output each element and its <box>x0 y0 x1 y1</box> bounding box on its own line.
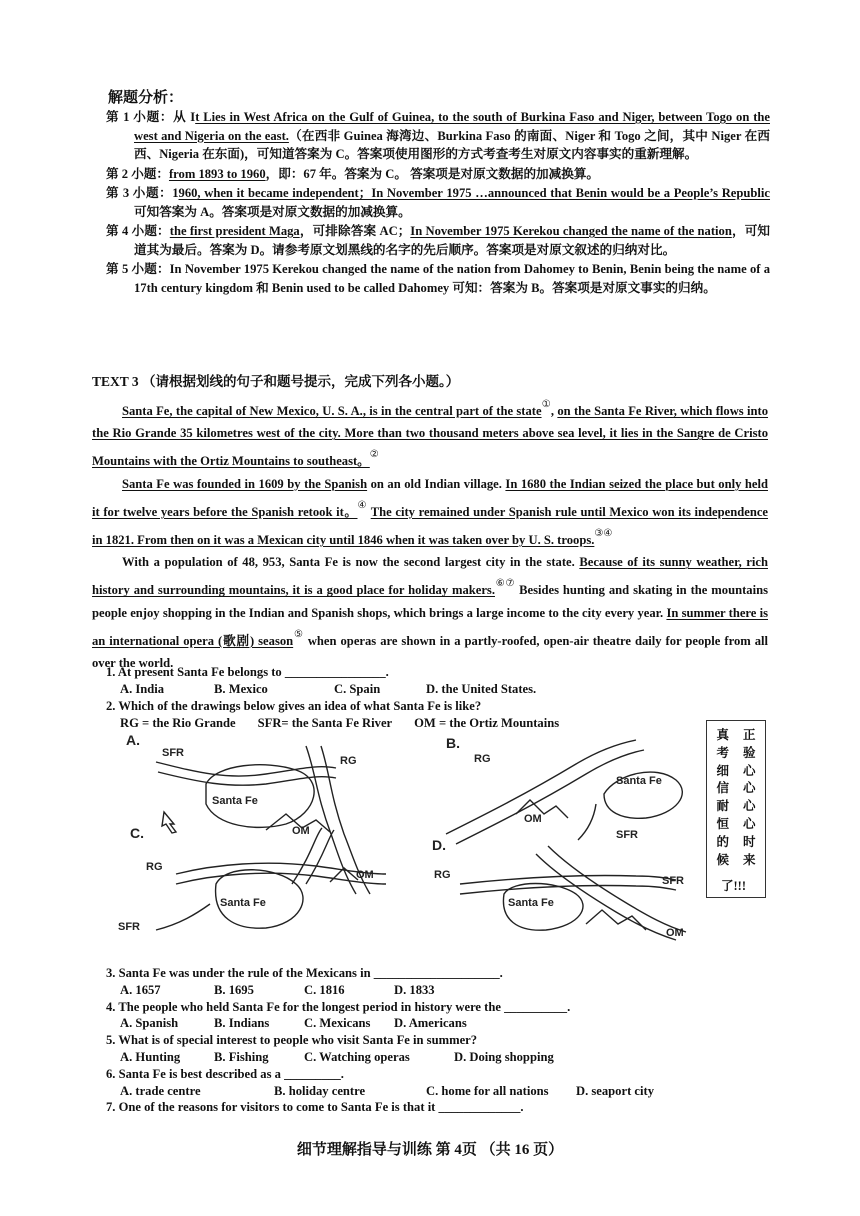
map-a-label-sfr: SFR <box>162 747 184 759</box>
map-a-label-om: OM <box>292 825 310 837</box>
reading-passage <box>92 394 768 674</box>
map-c <box>118 825 386 933</box>
option-a: A. India <box>120 682 165 696</box>
analysis-item-2: 第 2 小题：from 1893 to 1960，即：67 年。答案为 C。 答案项是对原文数据的加减换算。 <box>106 166 600 181</box>
page-footer: 细节理解指导与训练 第 4页 （共 16 页） <box>296 1142 564 1158</box>
analysis-item-1: 第 1 小题：从 It Lies in West Africa on the Gulf of Guinea, to the south of Burkina Faso and Niger, between Togo on the west and Nigeria on the east.（在西非 Guinea 海湾边、Burkina Faso 的南面、Niger 和 Togo 之间，其中 Niger 在西西、Nigeria 在东面)，可知道答案为 C。答案项使用图形的方式考查考生对原文内容事实的重新理解。 <box>106 110 770 162</box>
map-b <box>446 735 682 844</box>
map-b-label-rg: RG <box>474 753 491 765</box>
text3-title: TEXT 3 （请根据划线的句子和题号提示，完成下列各小题。） <box>92 374 460 389</box>
legend-rg: RG = the Rio Grande <box>120 716 236 730</box>
passage-paragraph-3: With a population of 48, 953, Santa Fe is now the second largest city in the state. Because of its sunny weather, rich history and surrounding mountains, it is a good place for holiday makers.⑥⑦ Besides hunting and skating in the mountains people enjoy shopping in the Indian and Spanish shops, which brings a large income to the city every year. In summer there is an international opera (歌剧) season⑤ when operas are shown in a partly-roofed, open-air theatre daily for people from all over the world. <box>92 555 769 671</box>
analysis-item-4: 第 4 小题：the first president Maga，可排除答案 AC；In November 1975 Kerekou changed the name of the nation，可知道其为最后。答案为 D。请参考原文划黑线的名字的先后顺序。答案项是对原文叙述的归纳对比。 <box>106 223 771 257</box>
analysis-heading: 解题分析： <box>108 90 184 106</box>
motivation-col-left: 真 考 细 信 耐 恒 的 候 <box>716 728 729 867</box>
map-d-label-sfr: SFR <box>662 875 684 887</box>
question-4: 4. The people who held Santa Fe for the longest period in history were the __________. <box>106 999 571 1014</box>
question-6-options: A. trade centre B. holiday centre C. home for all nations D. seaport city <box>120 1083 654 1098</box>
map-b-label-sfr: SFR <box>616 829 638 841</box>
passage-paragraph-1: Santa Fe, the capital of New Mexico, U. S. A., is in the central part of the state①, on the Santa Fe River, which flows into the Rio Grande 35 kilometres west of the city. More than two thousand meters above sea level, it lies in the Sangre de Cristo Mountains with the Ortiz Mountains to southeast。② <box>92 399 769 469</box>
map-b-label-om: OM <box>524 813 542 825</box>
questions-section-1 <box>106 664 706 732</box>
option-b: B. Mexico <box>214 682 268 696</box>
question-2: 2. Which of the drawings below gives an idea of what Santa Fe is like? <box>106 699 482 713</box>
map-d-label-santafe: Santa Fe <box>508 897 554 909</box>
map-d <box>432 837 686 940</box>
map-c-label-sfr: SFR <box>118 921 140 933</box>
passage-paragraph-2: Santa Fe was founded in 1609 by the Spanish on an old Indian village. In 1680 the Indian seized the place but only held it for twelve years before the Spanish retook it。④ The city remained under Spanish rule until Mexico won its independence in 1821. From then on it was a Mexican city until 1846 when it was taken over by U. S. troops.③④ <box>92 476 769 548</box>
map-drawings-svg <box>116 734 700 944</box>
question-4-options: A. Spanish B. Indians C. Mexicans D. Americans <box>120 1016 467 1031</box>
map-b-label-santafe: Santa Fe <box>616 775 662 787</box>
question-2-legend <box>120 715 706 732</box>
analysis-item-3: 第 3 小题：1960, when it became independent；In November 1975 …announced that Benin would be a People’s Republic可知答案为 A。答案项是对原文数据的加减换算。 <box>106 185 771 219</box>
map-d-label-rg: RG <box>434 869 451 881</box>
legend-om: OM = the Ortiz Mountains <box>414 716 560 730</box>
map-b-letter: B. <box>446 735 460 751</box>
questions-section-2 <box>106 965 706 1116</box>
map-c-label-santafe: Santa Fe <box>220 897 266 909</box>
motivation-last: 了!!! <box>721 879 746 893</box>
question-6: 6. Santa Fe is best described as a _________. <box>106 1066 344 1081</box>
map-c-letter: C. <box>130 825 144 841</box>
map-a-label-santafe: Santa Fe <box>212 795 258 807</box>
map-c-label-rg: RG <box>146 861 163 873</box>
question-3-options: A. 1657 B. 1695 C. 1816 D. 1833 <box>120 982 435 997</box>
map-a-letter: A. <box>126 734 140 748</box>
question-1: 1. At present Santa Fe belongs to ________________. <box>106 665 389 679</box>
map-d-letter: D. <box>432 837 446 853</box>
map-d-label-om: OM <box>666 927 684 939</box>
question-1-options <box>120 681 706 698</box>
map-drawings <box>116 734 700 944</box>
question-3: 3. Santa Fe was under the rule of the Mexicans in ____________________. <box>106 966 503 980</box>
option-d: D. the United States. <box>426 682 537 696</box>
motivation-col-right: 正 验 心 心 心 心 时 来 <box>743 728 756 867</box>
question-5: 5. What is of special interest to people who visit Santa Fe in summer? <box>106 1033 478 1048</box>
option-c: C. Spain <box>334 682 381 696</box>
legend-sfr: SFR= the Santa Fe River <box>257 716 393 730</box>
question-5-options: A. Hunting B. Fishing C. Watching operas D. Doing shopping <box>120 1049 554 1064</box>
question-7: 7. One of the reasons for visitors to come to Santa Fe is that it _____________. <box>106 1100 524 1115</box>
map-a-label-rg: RG <box>340 755 357 767</box>
map-c-label-om: OM <box>356 869 374 881</box>
analysis-section <box>106 108 770 298</box>
analysis-item-5: 第 5 小题：In November 1975 Kerekou changed the name of the nation from Dahomey to Benin, Benin being the name of a 17th century kingdom 和 Benin used to be called Dahomey 可知：答案为 B。答案项是对原文事实的归纳。 <box>106 261 770 295</box>
motivation-box <box>706 720 766 898</box>
